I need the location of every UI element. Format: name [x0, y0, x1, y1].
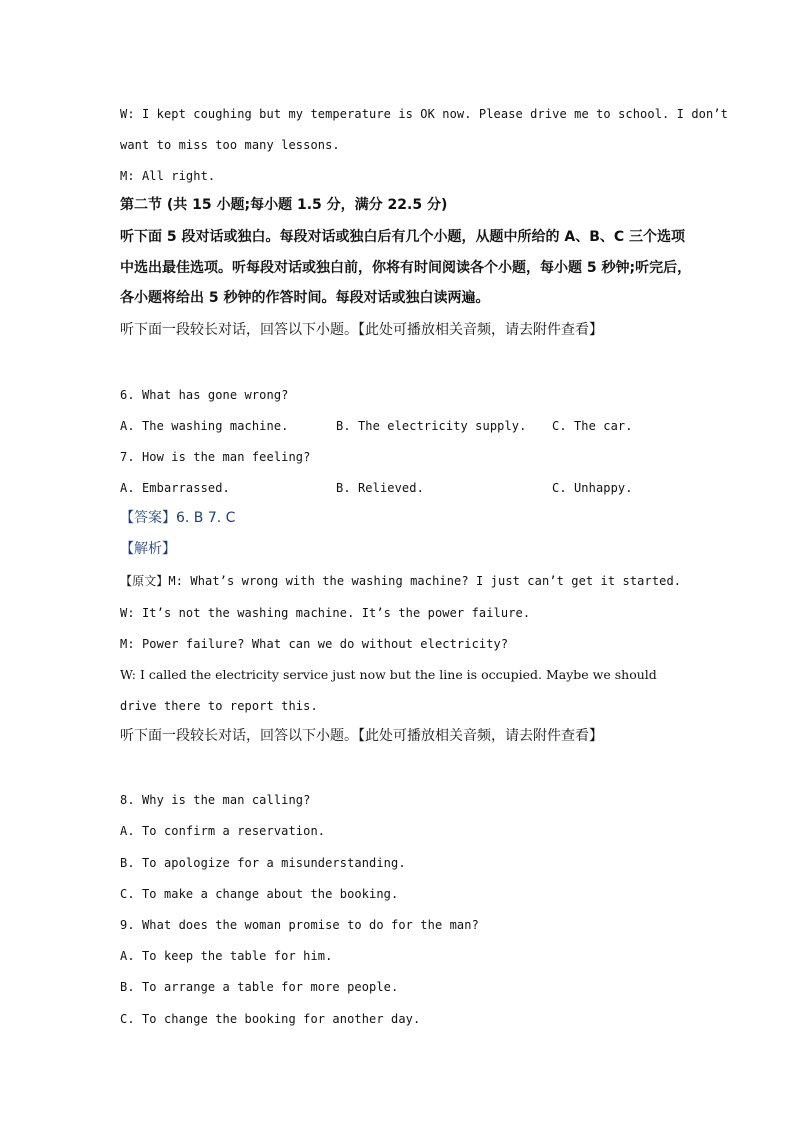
option-c: C. Unhappy. [552, 481, 633, 495]
question-9-option-c: C. To change the booking for another day. [120, 1012, 421, 1026]
answer-label: 【答案】6. B 7. C [120, 510, 236, 526]
instructions-line: 各小题将给出 5 秒钟的作答时间。每段对话或独白读两遍。 [120, 290, 490, 306]
question-9-option-b: B. To arrange a table for more people. [120, 980, 399, 994]
analysis-label: 【解析】 [120, 541, 176, 557]
option-b: B. Relieved. [336, 481, 424, 495]
question-8-option-b: B. To apologize for a misunderstanding. [120, 856, 406, 870]
instructions-line: 中选出最佳选项。听每段对话或独白前，你将有时间阅读各个小题，每小题 5 秒钟;听完后， [120, 260, 692, 276]
question-8-option-c: C. To make a change about the booking. [120, 887, 399, 901]
dialogue-line: want to miss too many lessons. [120, 138, 340, 152]
option-a: A. Embarrassed. [120, 481, 230, 495]
dialogue-line: W: I kept coughing but my temperature is OK now. Please drive me to school. I don’t [120, 107, 728, 121]
question-6: 6. What has gone wrong? [120, 388, 289, 402]
audio-note: 听下面一段较长对话，回答以下小题。【此处可播放相关音频，请去附件查看】 [120, 322, 603, 338]
option-c: C. The car. [552, 419, 633, 433]
audio-note: 听下面一段较长对话，回答以下小题。【此处可播放相关音频，请去附件查看】 [120, 728, 603, 744]
section-heading: 第二节 (共 15 小题;每小题 1.5 分，满分 22.5 分) [120, 197, 448, 213]
transcript-line: M: Power failure? What can we do without electricity? [120, 637, 509, 651]
question-7: 7. How is the man feeling? [120, 450, 311, 464]
question-9-option-a: A. To keep the table for him. [120, 949, 333, 963]
question-8-option-a: A. To confirm a reservation. [120, 824, 326, 838]
option-a: A. The washing machine. [120, 419, 289, 433]
question-9: 9. What does the woman promise to do for the man? [120, 918, 479, 932]
question-8: 8. Why is the man calling? [120, 793, 311, 807]
transcript-line: drive there to report this. [120, 699, 318, 713]
transcript-line: W: I called the electricity service just now but the line is occupied. Maybe we should [120, 667, 657, 682]
option-b: B. The electricity supply. [336, 419, 527, 433]
transcript-line: 【原文】M: What’s wrong with the washing machine? I just can’t get it started. [120, 574, 682, 588]
instructions-line: 听下面 5 段对话或独白。每段对话或独白后有几个小题，从题中所给的 A、B、C 三个选项 [120, 229, 686, 245]
dialogue-line: M: All right. [120, 169, 216, 183]
transcript-line: W: It’s not the washing machine. It’s the power failure. [120, 606, 531, 620]
